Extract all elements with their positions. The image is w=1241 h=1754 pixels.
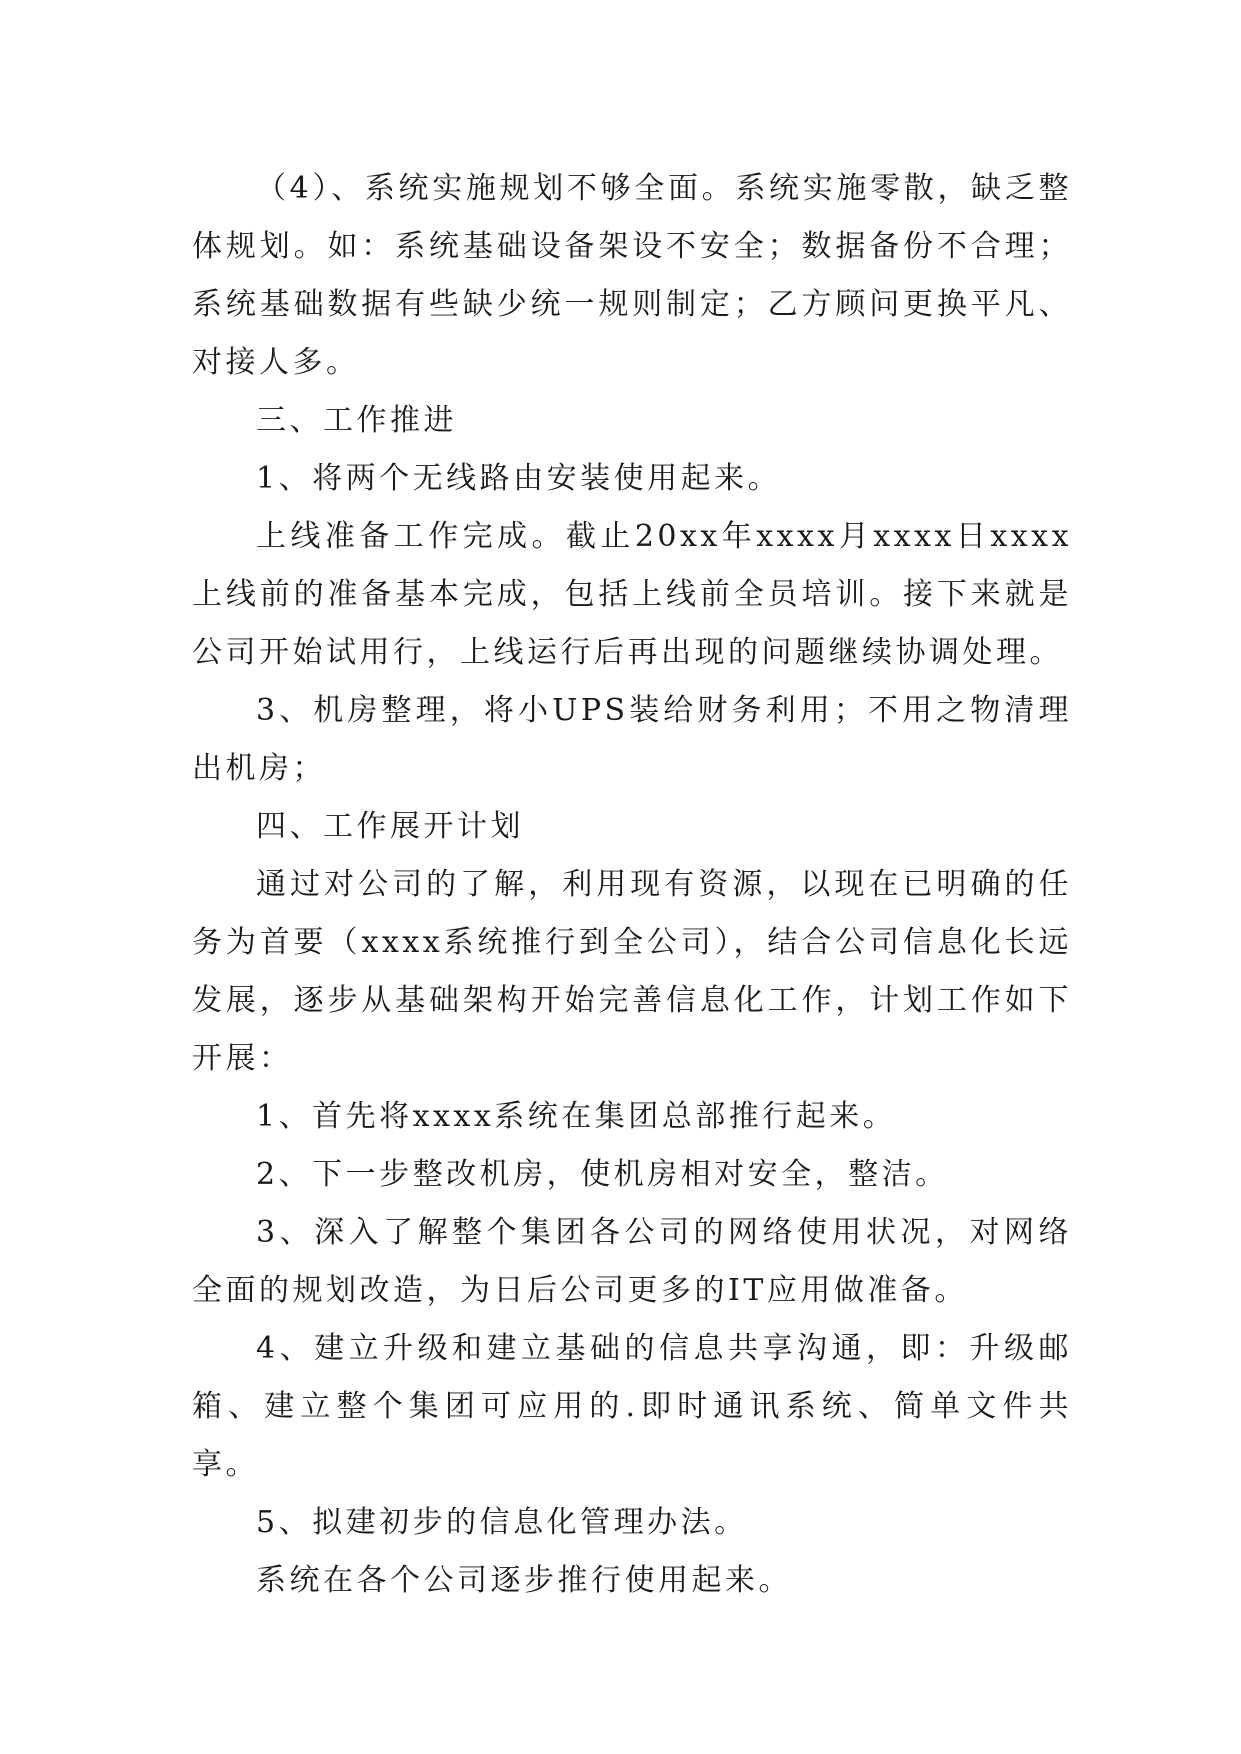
paragraph-server-room-cleanup: 3、机房整理，将小UPS装给财务利用；不用之物清理出机房；	[192, 693, 1072, 786]
paragraph-wireless-routers: 1、将两个无线路由安装使用起来。	[256, 461, 782, 496]
paragraph-system-implementation-issue: （4）、系统实施规划不够全面。系统实施零散，缺乏整体规划。如：系统基础设备架设不安全；数据备份不合理；系统基础数据有些缺少统一规则制定；乙方顾问更换平凡、对接人多。	[192, 171, 1072, 380]
document-page	[192, 160, 1072, 1610]
plan-item-1: 1、首先将xxxx系统在集团总部推行起来。	[256, 1099, 897, 1134]
paragraph-rollout: 系统在各个公司逐步推行使用起来。	[256, 1563, 792, 1598]
plan-item-2: 2、下一步整改机房，使机房相对安全，整洁。	[256, 1157, 949, 1192]
plan-item-3: 3、深入了解整个集团各公司的网络使用状况，对网络全面的规划改造，为日后公司更多的IT应用做准备。	[192, 1215, 1072, 1308]
plan-item-5: 5、拟建初步的信息化管理办法。	[256, 1505, 748, 1540]
section-heading-work-progress: 三、工作推进	[256, 403, 457, 438]
plan-item-4: 4、建立升级和建立基础的信息共享沟通，即：升级邮箱、建立整个集团可应用的.即时通讯系统、简单文件共享。	[192, 1331, 1072, 1482]
section-heading-work-plan: 四、工作展开计划	[256, 809, 524, 844]
paragraph-go-live-preparation: 上线准备工作完成。截止20xx年xxxx月xxxx日xxxx上线前的准备基本完成，包括上线前全员培训。接下来就是公司开始试用行，上线运行后再出现的问题继续协调处理。	[192, 519, 1072, 670]
paragraph-plan-overview: 通过对公司的了解，利用现有资源，以现在已明确的任务为首要（xxxx系统推行到全公司），结合公司信息化长远发展，逐步从基础架构开始完善信息化工作，计划工作如下开展：	[192, 867, 1072, 1076]
